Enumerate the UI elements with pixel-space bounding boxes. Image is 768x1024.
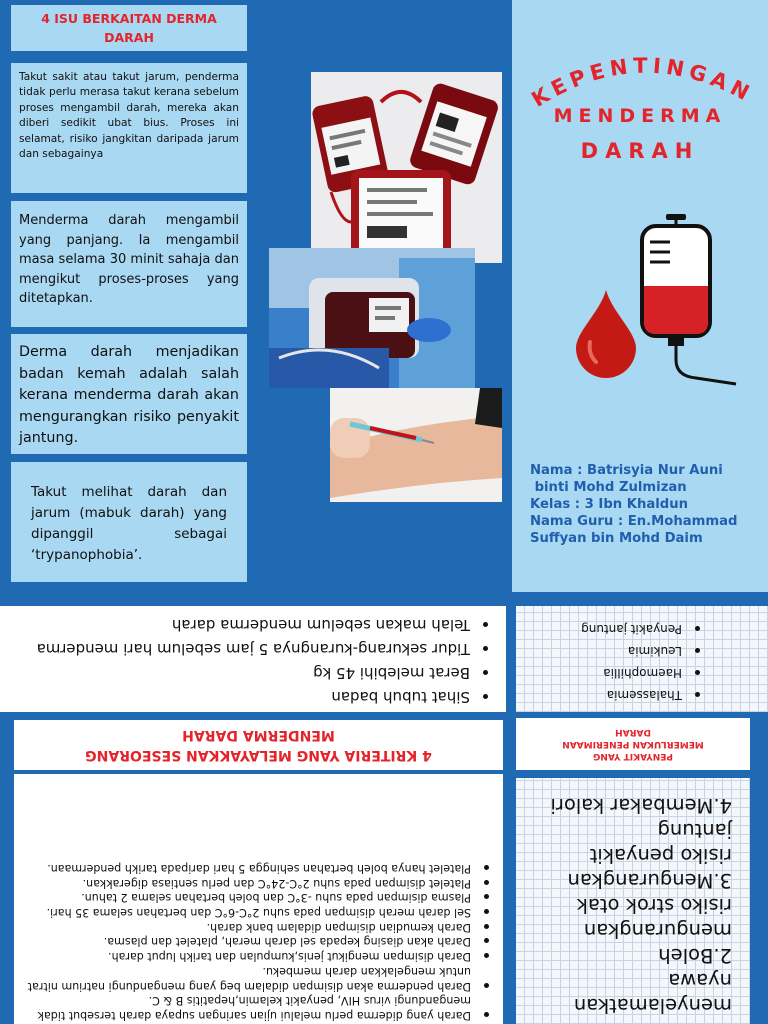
kepentingan-line: nyawa bbox=[668, 969, 732, 992]
disease-list-item: Leukimia bbox=[526, 640, 708, 662]
storage-list-item: Platelet hanya boleh bertahan sehingga 5 hari daripada tarikh pendermaan. bbox=[24, 860, 497, 875]
disease-list-item: Penyakit jantung bbox=[526, 618, 708, 640]
storage-list-item: Platelet disimpan pada suhu 2°C-24°C dan perlu sentiasa digerakkan. bbox=[24, 875, 497, 890]
criteria-list-item: Tidur sekurang-kurangnya 5 jam sebelum hari menderma bbox=[10, 638, 496, 660]
issue-card-2: Menderma darah mengambil yang panjang. Ia mengambil masa selama 30 minit sahaja dan mengikut proses-proses yang ditetapkan. bbox=[11, 201, 247, 327]
kepentingan-line: mengurangkan bbox=[583, 919, 732, 942]
kepentingan-line: menyelamatkan bbox=[573, 994, 732, 1017]
kepentingan-box bbox=[516, 778, 750, 1024]
criteria-list bbox=[10, 614, 496, 708]
blood-transfusion-photo bbox=[269, 248, 475, 388]
kriteria-title-1: 4 KRITERIA YANG MELAYAKKAN SESEORANG bbox=[85, 747, 432, 763]
penyakit-title-3: DARAH bbox=[615, 727, 651, 737]
kepentingan-list bbox=[534, 793, 732, 1018]
storage-list-item: Darah disimpan mengikut jenis,kumpulan dan tarikh luput darah. bbox=[24, 948, 497, 963]
blood-bag-icon bbox=[636, 214, 744, 392]
cover-title-line-3: DARAH bbox=[580, 139, 700, 163]
penyakit-title-1: PENYAKIT YANG bbox=[592, 751, 674, 761]
criteria-list-item: Berat melebihi 45 kg bbox=[10, 662, 496, 684]
blood-bags-photo bbox=[311, 72, 502, 263]
cover-panel bbox=[512, 0, 768, 592]
cover-title-line-2: MENDERMA bbox=[553, 105, 727, 127]
teacher-name-cont: Suffyan bin Mohd Daim bbox=[530, 531, 703, 546]
issue-card-1: Takut sakit atau takut jarum, penderma tidak perlu merasa takut kerana sebelum proses mengambil darah, mereka akan diberi sedikit ubat bius. Proses ini selamat, risiko jangkitan daripada jarum dan sebagainya bbox=[11, 63, 247, 193]
criteria-list-item: Telah makan sebelum menderma darah bbox=[10, 614, 496, 636]
student-class: Kelas : 3 Ibn Khaldun bbox=[530, 497, 688, 512]
criteria-box bbox=[0, 606, 506, 712]
storage-list-item: Sel darah merah disimpan pada suhu 2°C-6°C dan bertahan selama 35 hari. bbox=[24, 904, 497, 919]
kepentingan-line: risiko strok otak bbox=[576, 894, 732, 917]
criteria-list-item: Sihat tubuh badan bbox=[10, 686, 496, 708]
kriteria-title-2: MENDERMA DARAH bbox=[182, 727, 335, 743]
kepentingan-line: 3.Mengurangkan bbox=[567, 869, 732, 892]
cover-title bbox=[512, 40, 768, 190]
storage-box bbox=[14, 774, 503, 1024]
storage-list-item: Darah yang diderma perlu melalui ujian saringan supaya darah tersebut tidak mengandungi virus HIV, penyakit kelamin,hepatitis B & C. bbox=[24, 993, 497, 1022]
teacher-name: Nama Guru : En.Mohammad bbox=[530, 514, 738, 529]
student-info bbox=[530, 462, 765, 547]
storage-list-item: Darah penderma akan disimpan didalam beg yang mengandungi natrium nitrat untuk mengelakkan darah membeku. bbox=[24, 963, 497, 992]
kepentingan-line: risiko penyakit bbox=[589, 844, 732, 867]
diseases-list bbox=[526, 618, 708, 706]
penyakit-title-2: MEMERLUKAN PENERIMAAN bbox=[562, 739, 704, 749]
issues-title: 4 ISU BERKAITAN DERMA DARAH bbox=[11, 5, 247, 51]
cover-title-line-1: KEPENTINGAN bbox=[527, 53, 758, 112]
disease-list-item: Thalassemia bbox=[526, 684, 708, 706]
storage-list bbox=[24, 860, 497, 1022]
penyakit-title-box bbox=[516, 718, 750, 770]
diseases-box bbox=[516, 606, 768, 712]
svg-text:KEPENTINGAN bbox=[528, 54, 758, 112]
kriteria-title-box bbox=[14, 720, 503, 770]
storage-list-item: Darah kemudian disimpan didalam bank darah. bbox=[24, 919, 497, 934]
blood-drop-icon bbox=[574, 288, 638, 378]
student-name-cont: binti Mohd Zulmizan bbox=[530, 480, 687, 495]
storage-list-item: Darah akan diasing kepada sel darah merah, platelet dan plasma. bbox=[24, 934, 497, 949]
blood-draw-arm-photo bbox=[330, 388, 502, 502]
issue-card-4: Takut melihat darah dan jarum (mabuk darah) yang dipanggil sebagai ‘trypanophobia’. bbox=[11, 462, 247, 582]
inverted-back-panel bbox=[0, 592, 768, 1024]
kepentingan-line: 2.Boleh bbox=[658, 944, 732, 967]
student-name: Nama : Batrisyia Nur Auni bbox=[530, 463, 723, 478]
issue-card-3: Derma darah menjadikan badan kemah adalah salah kerana menderma darah akan mengurangkan risiko penyakit jantung. bbox=[11, 334, 247, 454]
kepentingan-line: 4.Membakar kalori bbox=[550, 794, 732, 817]
kepentingan-line: jantung bbox=[657, 819, 732, 842]
disease-list-item: Haemophillia bbox=[526, 662, 708, 684]
storage-list-item: Plasma disimpan pada suhu -3°C dan boleh bertahan selama 2 tahun. bbox=[24, 890, 497, 905]
